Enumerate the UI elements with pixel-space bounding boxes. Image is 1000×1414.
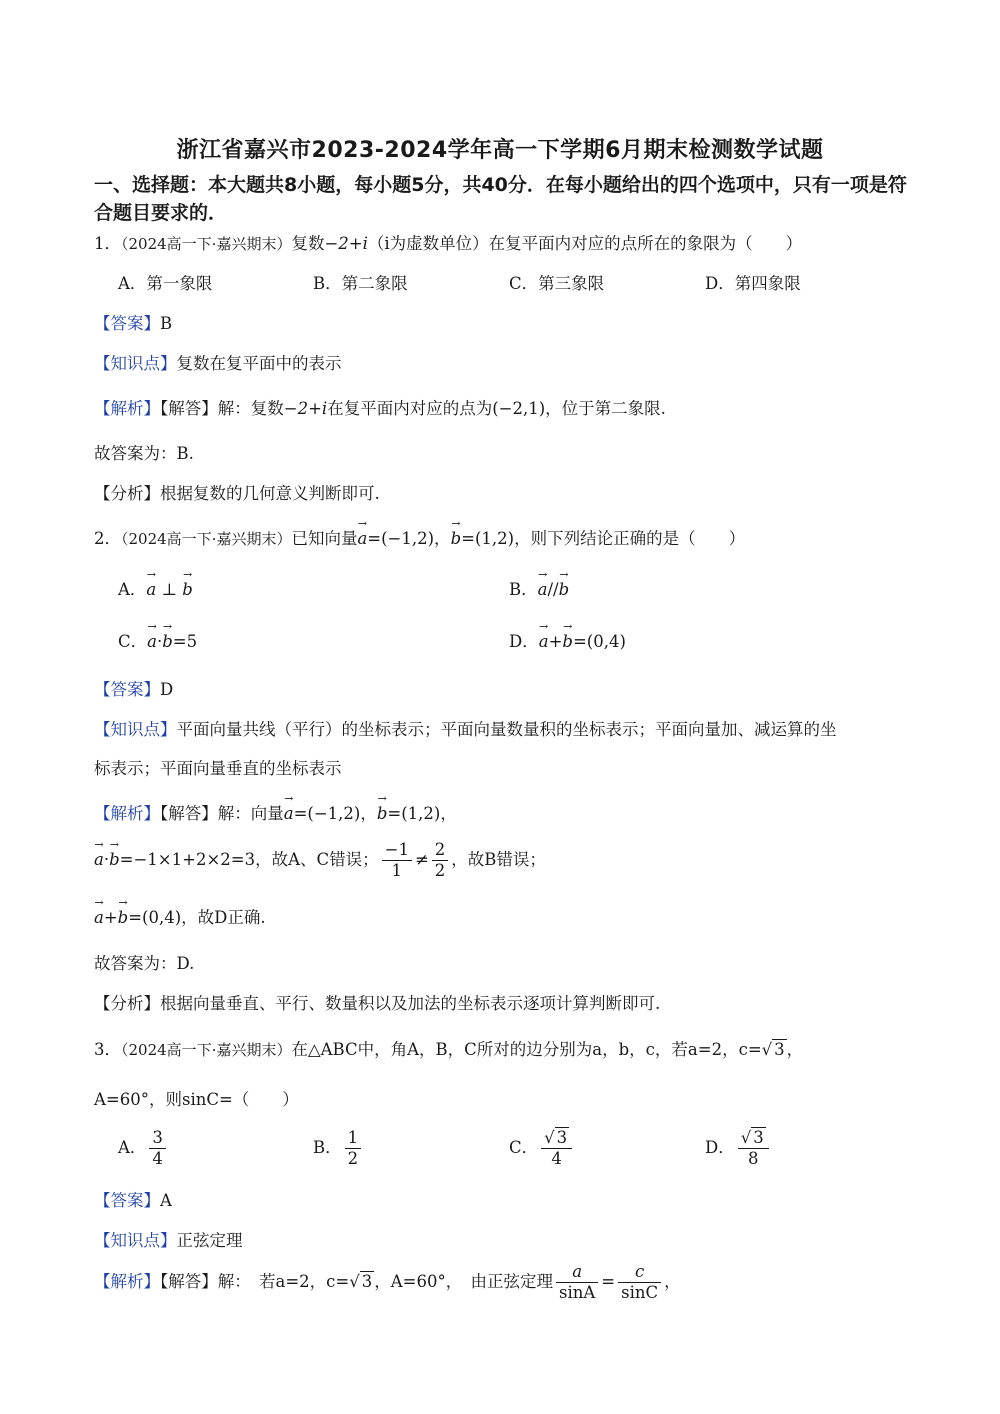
option-a: A．→ a ⊥ → b [118, 576, 193, 600]
option-d: D．→ a+→ b=(0,4) [509, 628, 626, 652]
solution-step-2: → a·→ b=−1×1+2×2=3，故A、C错误； $\frac{-1}{1}$ ≠ $\frac{2}{2}$ ，故B错误； [94, 840, 546, 881]
option-c: C．第三象限 [509, 274, 605, 293]
option-a: A． $\frac{3}{4}$ [118, 1128, 169, 1169]
fraction: $\frac{3}{4}$ [149, 1128, 166, 1169]
question-number: 2． [94, 529, 121, 548]
question-number: 3． [94, 1040, 121, 1059]
analysis-line: 【解析】【解答】解： 若a=2，c=√ 3 ，A=60°， 由正弦定理 $\frac{a}{\sin A}$ = $\frac{c}{\sin C}$ ， [94, 1262, 681, 1302]
fraction: $\frac{a}{\sin A}$ [556, 1262, 598, 1303]
answer-value: A [160, 1191, 172, 1210]
question-number: 1． [94, 234, 121, 253]
answer-value: B [160, 314, 173, 333]
fenxi-tag: 【分析】 [94, 484, 160, 503]
question-2-stem: 2．（2024高一下·嘉兴期末）已知向量→ a=(−1,2)，→ b=(1,2)，则下列结论正确的是（ ） [94, 525, 745, 549]
fraction: $\frac{√ 3}{8}$ [738, 1128, 769, 1169]
fraction: $\frac{c}{\sin C}$ [618, 1262, 661, 1303]
fraction: $\frac{√ 3}{4}$ [541, 1128, 572, 1169]
fraction: $\frac{1}{2}$ [345, 1128, 362, 1169]
question-1-stem: 1．（2024高一下·嘉兴期末）复数−2+i（i为虚数单位）在复平面内对应的点所在的象限为（ ） [94, 234, 803, 253]
fenxi-tag: 【分析】 [94, 994, 160, 1013]
vector-b: → b [451, 529, 462, 548]
answer-tag: 【答案】 [94, 680, 160, 699]
section-heading: 一、选择题：本大题共8小题，每小题5分，共40分．在每小题给出的四个选项中，只有一项是符合题目要求的． [94, 174, 907, 224]
analysis-tag: 【解析】 [94, 804, 160, 823]
option-d: D． $\frac{√ 3}{8}$ [705, 1128, 772, 1169]
fenxi-line: 【分析】根据向量垂直、平行、数量积以及加法的坐标表示逐项计算判断即可. [94, 994, 661, 1013]
option-d: D．第四象限 [705, 274, 801, 293]
option-c: C．→ a·→ b=5 [118, 628, 197, 652]
option-b: B．第二象限 [313, 274, 408, 293]
knowledge-line: 【知识点】复数在复平面中的表示 [94, 354, 342, 373]
analysis-line: 【解析】【解答】解：向量→ a=(−1,2)，→ b=(1,2)， [94, 800, 457, 824]
analysis-line: 【解析】【解答】解：复数−2+i在复平面内对应的点为(−2,1)，位于第二象限. [94, 399, 666, 418]
page-title: 浙江省嘉兴市2023-2024学年高一下学期6月期末检测数学试题 [176, 138, 824, 163]
question-3-stem-line-2: A=60°，则sinC=（ ） [94, 1090, 299, 1109]
fenxi-line: 【分析】根据复数的几何意义判断即可. [94, 484, 380, 503]
answer-tag: 【答案】 [94, 1191, 160, 1210]
answer-line [94, 1187, 172, 1211]
answer-line [94, 676, 173, 700]
knowledge-tag: 【知识点】 [94, 354, 177, 373]
knowledge-line-continued: 标表示；平面向量垂直的坐标表示 [94, 759, 342, 778]
conclusion-line: 故答案为：B. [94, 444, 194, 463]
answer-tag: 【答案】 [94, 314, 160, 333]
option-b: B．→ a//→ b [509, 576, 569, 600]
fraction: $\frac{-1}{1}$ [382, 840, 412, 881]
fraction: $\frac{2}{2}$ [432, 840, 449, 881]
option-b: B． $\frac{1}{2}$ [313, 1128, 364, 1169]
question-source: （2024高一下·嘉兴期末） [121, 235, 292, 253]
vector-a: → a [357, 529, 367, 548]
knowledge-tag: 【知识点】 [94, 1231, 177, 1250]
analysis-tag: 【解析】 [94, 1272, 160, 1291]
question-3-stem: 3．（2024高一下·嘉兴期末）在△ABC中，角A，B，C所对的边分别为a，b，c，若a=2，c=√ 3 ， [94, 1040, 804, 1059]
solution-step-3: → a+→ b=(0,4)，故D正确. [94, 904, 266, 928]
option-c: C． $\frac{√ 3}{4}$ [509, 1128, 575, 1169]
knowledge-tag: 【知识点】 [94, 720, 177, 739]
complex-expression: −2+i [324, 234, 368, 253]
conclusion-line: 故答案为：D. [94, 954, 195, 973]
knowledge-line: 【知识点】平面向量共线（平行）的坐标表示；平面向量数量积的坐标表示；平面向量加、减运算的坐 [94, 720, 837, 739]
knowledge-line: 【知识点】正弦定理 [94, 1231, 243, 1250]
analysis-tag: 【解析】 [94, 399, 160, 418]
answer-line [94, 310, 172, 334]
question-source: （2024高一下·嘉兴期末） [121, 1041, 292, 1059]
answer-value: D [160, 680, 174, 699]
option-a: A．第一象限 [118, 274, 213, 293]
question-source: （2024高一下·嘉兴期末） [121, 530, 292, 548]
